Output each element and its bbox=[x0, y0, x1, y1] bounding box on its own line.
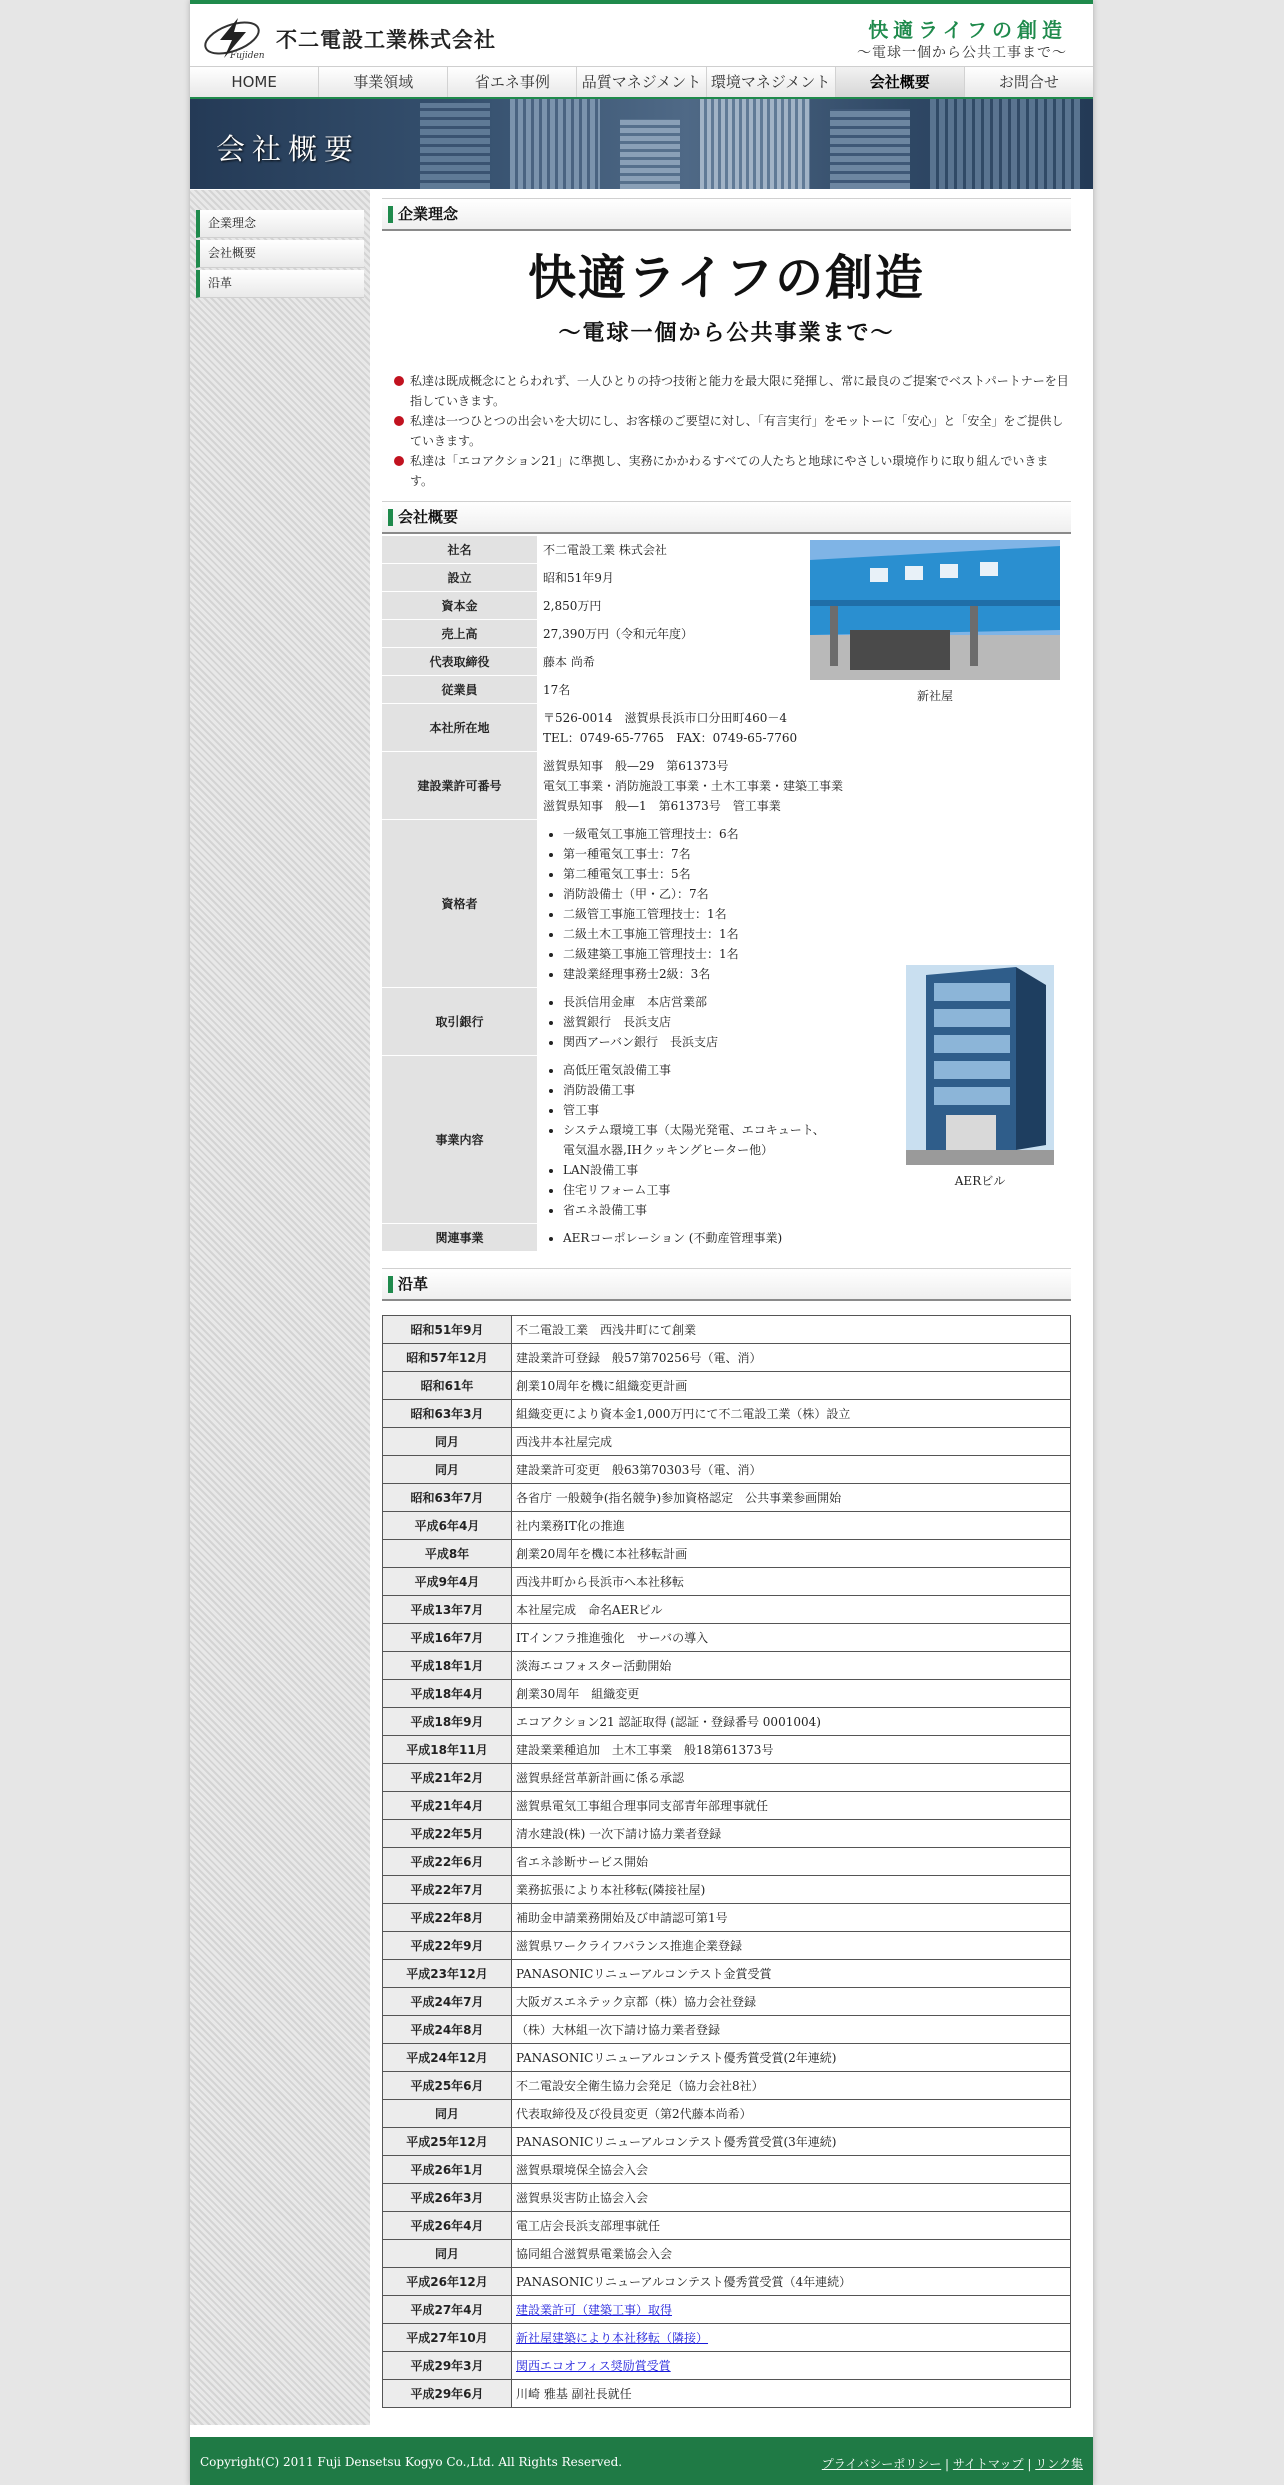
history-date: 同月 bbox=[383, 1456, 512, 1484]
history-event: PANASONICリニューアルコンテスト優秀賞受賞(3年連続) bbox=[512, 2128, 1071, 2156]
history-event: 建設業業種追加 土木工事業 般18第61373号 bbox=[512, 1736, 1071, 1764]
list-item: • 第一種電気工事士：7名 bbox=[563, 844, 843, 864]
overview-label: 資格者 bbox=[382, 820, 537, 988]
company-logo[interactable] bbox=[200, 14, 268, 62]
history-event: 創業20周年を機に本社移転計画 bbox=[512, 1540, 1071, 1568]
table-row bbox=[383, 1596, 1071, 1624]
list-item: • 省エネ設備工事 bbox=[563, 1200, 833, 1220]
table-row bbox=[383, 2268, 1071, 2296]
overview-value bbox=[537, 704, 847, 752]
nav-environment[interactable]: 環境マネジメント bbox=[707, 67, 836, 97]
history-date: 平成29年3月 bbox=[383, 2352, 512, 2380]
table-row bbox=[383, 2072, 1071, 2100]
table-row bbox=[383, 1708, 1071, 1736]
nav-home[interactable]: HOME bbox=[190, 67, 319, 97]
sitemap-link[interactable]: サイトマップ bbox=[952, 2457, 1024, 2471]
aer-building-image bbox=[906, 965, 1054, 1165]
business-list bbox=[543, 1060, 833, 1220]
table-row bbox=[383, 1484, 1071, 1512]
site-header bbox=[190, 4, 1093, 66]
history-date: 平成23年12月 bbox=[383, 1960, 512, 1988]
list-item: • システム環境工事（太陽光発電、エコキュート、電気温水器,IHクッキングヒーター他） bbox=[563, 1120, 833, 1160]
table-row bbox=[383, 2324, 1071, 2352]
list-item: • 消防設備士（甲・乙）：7名 bbox=[563, 884, 843, 904]
history-date: 平成24年12月 bbox=[383, 2044, 512, 2072]
overview-value bbox=[537, 752, 847, 820]
overview-value: 不二電設工業 株式会社 bbox=[543, 543, 667, 557]
table-row bbox=[383, 1932, 1071, 1960]
table-row bbox=[383, 2100, 1071, 2128]
list-item: • 第二種電気工事士：5名 bbox=[563, 864, 843, 884]
table-row bbox=[383, 1904, 1071, 1932]
table-row bbox=[383, 1568, 1071, 1596]
history-date: 平成9年4月 bbox=[383, 1568, 512, 1596]
license-line: 滋賀県知事 般—29 第61373号 bbox=[543, 759, 729, 773]
overview-value: 2,850万円 bbox=[543, 599, 602, 613]
overview-value bbox=[537, 988, 847, 1056]
overview-value bbox=[537, 1224, 847, 1252]
privacy-policy-link[interactable]: プライバシーポリシー bbox=[821, 2457, 942, 2471]
philosophy-item: 私達は既成概念にとらわれず、一人ひとりの持つ技術と能力を最大限に発揮し、常に最良のご提案でベストパートナーを目指していきます。 bbox=[392, 371, 1071, 411]
history-event: 業務拡張により本社移転(隣接社屋) bbox=[512, 1876, 1071, 1904]
section-heading-history: 沿革 bbox=[382, 1268, 1071, 1301]
history-event: （株）大林組一次下請け協力業者登録 bbox=[512, 2016, 1071, 2044]
photo-caption: AERビル bbox=[954, 1174, 1006, 1188]
table-row bbox=[383, 1428, 1071, 1456]
nav-business[interactable]: 事業領域 bbox=[319, 67, 448, 97]
address-text: 〒526-0014 滋賀県長浜市口分田町460－4 bbox=[543, 711, 788, 725]
history-event: 組織変更により資本金1,000万円にて不二電設工業（株）設立 bbox=[512, 1400, 1071, 1428]
history-event: 創業10周年を機に組織変更計画 bbox=[512, 1372, 1071, 1400]
table-row bbox=[383, 1344, 1071, 1372]
list-item: • 住宅リフォーム工事 bbox=[563, 1180, 833, 1200]
list-item: • 高低圧電気設備工事 bbox=[563, 1060, 833, 1080]
photo-aer-building bbox=[905, 965, 1055, 1189]
history-date: 平成8年 bbox=[383, 1540, 512, 1568]
overview-table bbox=[382, 536, 847, 1252]
history-event: ITインフラ推進強化 サーバの導入 bbox=[512, 1624, 1071, 1652]
list-item: • 二級管工事施工管理技士：1名 bbox=[563, 904, 843, 924]
banner-title: 会社概要 bbox=[216, 132, 361, 166]
history-event: 創業30周年 組織変更 bbox=[512, 1680, 1071, 1708]
banner-building bbox=[510, 99, 600, 189]
history-event: 淡海エコフォスター活動開始 bbox=[512, 1652, 1071, 1680]
sidebar-item-philosophy[interactable]: 企業理念 bbox=[196, 210, 364, 238]
list-item: • 関西アーバン銀行 長浜支店 bbox=[563, 1032, 843, 1052]
history-event: 省エネ診断サービス開始 bbox=[512, 1848, 1071, 1876]
philosophy-list bbox=[392, 371, 1071, 491]
table-row bbox=[383, 1456, 1071, 1484]
history-event: 大阪ガスエネテック京都（株）協力会社登録 bbox=[512, 1988, 1071, 2016]
list-item: • 消防設備工事 bbox=[563, 1080, 833, 1100]
nav-contact[interactable]: お問合せ bbox=[998, 73, 1059, 91]
site-footer bbox=[190, 2437, 1093, 2485]
history-event-link[interactable]: 関西エコオフィス奨励賞受賞 bbox=[516, 2359, 671, 2373]
history-date: 平成22年9月 bbox=[383, 1932, 512, 1960]
overview-value: 昭和51年9月 bbox=[543, 571, 614, 585]
list-item: • 二級建築工事施工管理技士：1名 bbox=[563, 944, 843, 964]
page-container bbox=[190, 0, 1093, 2485]
philosophy-subtitle: 〜電球一個から公共事業まで〜 bbox=[558, 320, 895, 346]
company-name: 不二電設工業株式会社 bbox=[276, 28, 496, 52]
history-date: 平成6年4月 bbox=[383, 1512, 512, 1540]
table-row bbox=[383, 2352, 1071, 2380]
sidebar-item-history[interactable]: 沿革 bbox=[196, 270, 364, 298]
history-date: 平成26年1月 bbox=[383, 2156, 512, 2184]
list-item: • LAN設備工事 bbox=[563, 1160, 833, 1180]
history-event: PANASONICリニューアルコンテスト優秀賞受賞（4年連続） bbox=[512, 2268, 1071, 2296]
list-item: • 一級電気工事施工管理技士：6名 bbox=[563, 824, 843, 844]
list-item: • 長浜信用金庫 本店営業部 bbox=[563, 992, 843, 1012]
related-list bbox=[543, 1228, 843, 1248]
overview-label: 資本金 bbox=[382, 592, 537, 620]
main-content bbox=[382, 198, 1071, 2408]
overview-value bbox=[537, 820, 847, 988]
history-date: 平成22年5月 bbox=[383, 1820, 512, 1848]
history-date: 昭和63年3月 bbox=[383, 1400, 512, 1428]
nav-quality[interactable]: 品質マネジメント bbox=[577, 67, 706, 97]
qualification-list bbox=[543, 824, 843, 984]
overview-value: 藤本 尚希 bbox=[543, 655, 595, 669]
phone-text: TEL：0749-65-7765 FAX：0749-65-7760 bbox=[543, 731, 798, 745]
table-row bbox=[383, 1820, 1071, 1848]
history-event: 滋賀県環境保全協会入会 bbox=[512, 2156, 1071, 2184]
overview-label: 従業員 bbox=[382, 676, 537, 704]
history-date: 同月 bbox=[383, 1428, 512, 1456]
history-event: 協同組合滋賀県電業協会入会 bbox=[512, 2240, 1071, 2268]
photo-caption: 新社屋 bbox=[916, 689, 953, 703]
table-row bbox=[383, 1316, 1071, 1344]
history-event bbox=[512, 2296, 1071, 2324]
table-row bbox=[383, 1372, 1071, 1400]
list-item: • 建設業経理事務士2級：3名 bbox=[563, 964, 843, 984]
history-date: 平成25年12月 bbox=[383, 2128, 512, 2156]
history-event-link[interactable]: 建設業許可（建築工事）取得 bbox=[516, 2303, 673, 2317]
overview-value bbox=[537, 1056, 847, 1224]
photo-new-office bbox=[809, 540, 1061, 704]
overview-label: 関連事業 bbox=[382, 1224, 537, 1252]
history-date: 平成24年7月 bbox=[383, 1988, 512, 2016]
history-event: 西浅井町から長浜市へ本社移転 bbox=[512, 1568, 1071, 1596]
overview-label: 社名 bbox=[382, 536, 537, 564]
history-event: 滋賀県ワークライフバランス推進企業登録 bbox=[512, 1932, 1071, 1960]
list-item: • 二級土木工事施工管理技士：1名 bbox=[563, 924, 843, 944]
history-date: 平成27年10月 bbox=[383, 2324, 512, 2352]
banner-building bbox=[930, 99, 1080, 189]
license-line: 滋賀県知事 般—1 第61373号 管工事業 bbox=[543, 799, 781, 813]
table-row bbox=[383, 2016, 1071, 2044]
history-event: 清水建設(株) 一次下請け協力業者登録 bbox=[512, 1820, 1071, 1848]
history-date: 平成13年7月 bbox=[383, 1596, 512, 1624]
bank-list bbox=[543, 992, 843, 1052]
history-date: 平成25年6月 bbox=[383, 2072, 512, 2100]
new-office-image bbox=[810, 540, 1060, 680]
history-date: 平成24年8月 bbox=[383, 2016, 512, 2044]
footer-links: プライバシーポリシー | サイトマップ | リンク集 bbox=[821, 2457, 1083, 2471]
global-nav bbox=[190, 66, 1093, 99]
table-row bbox=[383, 2044, 1071, 2072]
history-event: 本社屋完成 命名AERビル bbox=[512, 1596, 1071, 1624]
history-date: 平成26年3月 bbox=[383, 2184, 512, 2212]
history-event: 不二電設安全衛生協力会発足（協力会社8社） bbox=[512, 2072, 1071, 2100]
table-row bbox=[383, 2212, 1071, 2240]
history-event: 建設業許可変更 般63第70303号（電、消） bbox=[512, 1456, 1071, 1484]
header-slogan-sub: 〜電球一個から公共工事まで〜 bbox=[857, 45, 1067, 61]
history-date: 平成26年4月 bbox=[383, 2212, 512, 2240]
table-row bbox=[383, 1988, 1071, 2016]
table-row bbox=[383, 1512, 1071, 1540]
table-row bbox=[383, 1400, 1071, 1428]
table-row bbox=[383, 1792, 1071, 1820]
history-date: 昭和57年12月 bbox=[383, 1344, 512, 1372]
history-date: 平成22年7月 bbox=[383, 1876, 512, 1904]
section-heading-overview: 会社概要 bbox=[382, 501, 1071, 534]
table-row bbox=[383, 2128, 1071, 2156]
history-event-link[interactable]: 新社屋建築により本社移転（隣接） bbox=[516, 2331, 709, 2345]
banner-building bbox=[420, 103, 490, 189]
philosophy-item: 私達は「エコアクション21」に準拠し、実務にかかわるすべての人たちと地球にやさしい環境作りに取り組んでいきます。 bbox=[392, 451, 1071, 491]
history-event: 不二電設工業 西浅井町にて創業 bbox=[512, 1316, 1071, 1344]
table-row bbox=[383, 1652, 1071, 1680]
overview-label: 売上高 bbox=[382, 620, 537, 648]
history-event: 西浅井本社屋完成 bbox=[512, 1428, 1071, 1456]
table-row bbox=[383, 1736, 1071, 1764]
history-event: 社内業務IT化の推進 bbox=[512, 1512, 1071, 1540]
table-row bbox=[383, 1764, 1071, 1792]
history-event: エコアクション21 認証取得 (認証・登録番号 0001004) bbox=[512, 1708, 1071, 1736]
history-event: PANASONICリニューアルコンテスト優秀賞受賞(2年連続) bbox=[512, 2044, 1071, 2072]
nav-company[interactable]: 会社概要 bbox=[836, 67, 965, 97]
table-row bbox=[383, 2240, 1071, 2268]
philosophy-item: 私達は一つひとつの出会いを大切にし、お客様のご要望に対し、「有言実行」をモットーに「安心」と「安全」をご提供していきます。 bbox=[392, 411, 1071, 451]
overview-label: 取引銀行 bbox=[382, 988, 537, 1056]
table-row bbox=[383, 1876, 1071, 1904]
overview-label: 建設業許可番号 bbox=[382, 752, 537, 820]
history-event bbox=[512, 2324, 1071, 2352]
table-row bbox=[383, 2380, 1071, 2408]
overview-value: 27,390万円（令和元年度） bbox=[543, 627, 693, 641]
history-date: 同月 bbox=[383, 2100, 512, 2128]
page-banner bbox=[190, 99, 1093, 189]
banner-building bbox=[700, 99, 810, 189]
history-date: 平成16年7月 bbox=[383, 1624, 512, 1652]
overview-label: 本社所在地 bbox=[382, 704, 537, 752]
history-event bbox=[512, 2352, 1071, 2380]
license-line: 電気工事業・消防施設工事業・土木工事業・建築工事業 bbox=[543, 779, 844, 793]
history-date: 昭和61年 bbox=[383, 1372, 512, 1400]
logo-text: Fujiden bbox=[230, 51, 265, 61]
history-date: 同月 bbox=[383, 2240, 512, 2268]
history-table bbox=[382, 1315, 1071, 2408]
history-event: 代表取締役及び役員変更（第2代藤本尚希） bbox=[512, 2100, 1071, 2128]
history-date: 平成18年1月 bbox=[383, 1652, 512, 1680]
overview-label: 代表取締役 bbox=[382, 648, 537, 676]
nav-energy-cases[interactable]: 省エネ事例 bbox=[448, 67, 577, 97]
history-event: 建設業許可登録 般57第70256号（電、消） bbox=[512, 1344, 1071, 1372]
table-row bbox=[383, 1680, 1071, 1708]
link-collection-link[interactable]: リンク集 bbox=[1035, 2457, 1083, 2471]
history-event: PANASONICリニューアルコンテスト金賞受賞 bbox=[512, 1960, 1071, 1988]
overview-block bbox=[382, 536, 1071, 1252]
history-date: 平成21年4月 bbox=[383, 1792, 512, 1820]
history-date: 平成27年4月 bbox=[383, 2296, 512, 2324]
history-date: 平成18年4月 bbox=[383, 1680, 512, 1708]
list-item: • 管工事 bbox=[563, 1100, 833, 1120]
history-event: 滋賀県電気工事組合理事同支部青年部理事就任 bbox=[512, 1792, 1071, 1820]
table-row bbox=[383, 1624, 1071, 1652]
table-row bbox=[383, 2296, 1071, 2324]
sidebar bbox=[190, 190, 370, 2425]
philosophy-title: 快適ライフの創造 bbox=[527, 250, 926, 306]
history-date: 平成18年9月 bbox=[383, 1708, 512, 1736]
table-row bbox=[383, 1960, 1071, 1988]
copyright-text: Copyright(C) 2011 Fuji Densetsu Kogyo Co.,Ltd. All Rights Reserved. bbox=[200, 2455, 623, 2469]
history-date: 平成22年6月 bbox=[383, 1848, 512, 1876]
history-event: 補助金申請業務開始及び申請認可第1号 bbox=[512, 1904, 1071, 1932]
overview-value: 17名 bbox=[543, 683, 571, 697]
history-event: 電工店会長浜支部理事就任 bbox=[512, 2212, 1071, 2240]
history-event: 滋賀県経営革新計画に係る承認 bbox=[512, 1764, 1071, 1792]
history-event: 滋賀県災害防止協会入会 bbox=[512, 2184, 1071, 2212]
banner-building bbox=[620, 119, 680, 189]
history-event: 各省庁 一般競争(指名競争)参加資格認定 公共事業参画開始 bbox=[512, 1484, 1071, 1512]
history-event: 川崎 雅基 副社長就任 bbox=[512, 2380, 1071, 2408]
table-row bbox=[383, 2184, 1071, 2212]
header-slogan: 快適ライフの創造 bbox=[868, 18, 1067, 42]
history-date: 昭和51年9月 bbox=[383, 1316, 512, 1344]
overview-label: 設立 bbox=[382, 564, 537, 592]
banner-building bbox=[830, 109, 910, 189]
sidebar-item-overview[interactable]: 会社概要 bbox=[196, 240, 364, 268]
history-date: 平成26年12月 bbox=[383, 2268, 512, 2296]
history-date: 昭和63年7月 bbox=[383, 1484, 512, 1512]
history-date: 平成18年11月 bbox=[383, 1736, 512, 1764]
history-date: 平成21年2月 bbox=[383, 1764, 512, 1792]
history-date: 平成29年6月 bbox=[383, 2380, 512, 2408]
list-item: • 滋賀銀行 長浜支店 bbox=[563, 1012, 843, 1032]
table-row bbox=[383, 1540, 1071, 1568]
list-item: • AERコーポレーション (不動産管理事業) bbox=[563, 1228, 843, 1248]
section-heading-philosophy: 企業理念 bbox=[382, 198, 1071, 231]
table-row bbox=[383, 2156, 1071, 2184]
overview-label: 事業内容 bbox=[382, 1056, 537, 1224]
history-date: 平成22年8月 bbox=[383, 1904, 512, 1932]
table-row bbox=[383, 1848, 1071, 1876]
